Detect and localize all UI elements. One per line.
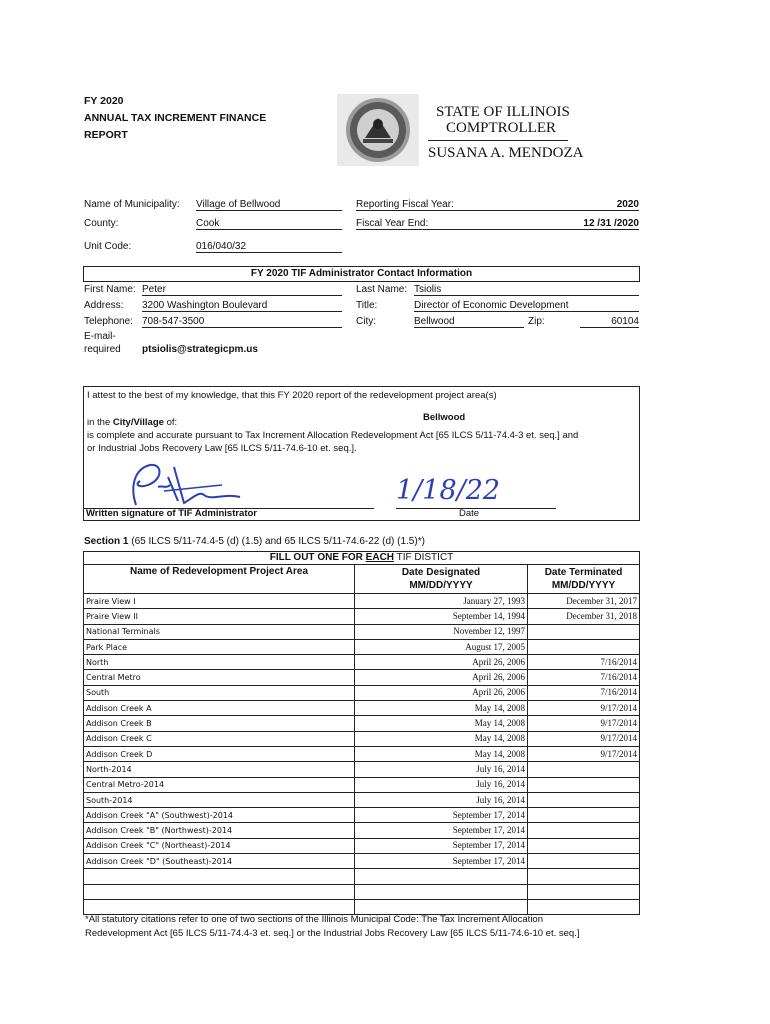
fill-out-heading: FILL OUT ONE FOR EACH TIF DISTICT xyxy=(84,552,640,565)
attest-line2 xyxy=(87,417,177,428)
telephone-value: 708-547-3500 xyxy=(142,316,342,328)
row-designated-cell: July 16, 2014 xyxy=(355,792,528,807)
row-designated-cell: May 14, 2008 xyxy=(355,716,528,731)
attest-line3: is complete and accurate pursuant to Tax Increment Allocation Redevelopment Act [65 ILCS 5/11-74.4-3 et. seq.] and xyxy=(87,430,579,441)
first-name-value: Peter xyxy=(142,284,342,296)
first-name-label: First Name: xyxy=(84,284,136,295)
administrator-signature xyxy=(104,455,274,511)
row-designated-cell: September 17, 2014 xyxy=(355,854,528,869)
telephone-label: Telephone: xyxy=(84,316,133,327)
unit-code-label: Unit Code: xyxy=(84,241,132,252)
row-designated-cell: September 17, 2014 xyxy=(355,823,528,838)
row-terminated-cell: 9/17/2014 xyxy=(528,701,640,716)
row-terminated-cell xyxy=(528,792,640,807)
fiscal-year-end-value: 12 /31 /2020 xyxy=(356,218,639,230)
row-designated-cell: May 14, 2008 xyxy=(355,731,528,746)
table-row xyxy=(84,854,640,869)
table-row xyxy=(84,808,640,823)
comptroller-heading xyxy=(436,104,570,136)
row-name-cell: South xyxy=(84,685,355,700)
table-row xyxy=(84,792,640,807)
email-label-line1: E-mail- xyxy=(84,331,116,342)
section-title-bold: Section 1 xyxy=(84,536,129,547)
row-terminated-cell: December 31, 2017 xyxy=(528,594,640,609)
row-name-cell: Praire View II xyxy=(84,609,355,624)
row-name-cell xyxy=(84,869,355,884)
section-title xyxy=(84,536,425,547)
email-label-line2: required xyxy=(84,344,121,355)
row-designated-cell: November 12, 1997 xyxy=(355,624,528,639)
attest-line2-suffix: of: xyxy=(163,417,178,428)
attest-line2-bold: City/Village xyxy=(112,417,164,428)
row-name-cell: Addison Creek "D" (Southeast)-2014 xyxy=(84,854,355,869)
row-terminated-cell xyxy=(528,884,640,899)
table-row xyxy=(84,655,640,670)
report-title xyxy=(84,93,266,144)
table-row xyxy=(84,685,640,700)
municipality-value: Village of Bellwood xyxy=(196,199,342,211)
title-value: Director of Economic Development xyxy=(414,300,639,312)
table-row xyxy=(84,838,640,853)
city-label: City: xyxy=(356,316,376,327)
table-row xyxy=(84,670,640,685)
row-terminated-cell xyxy=(528,869,640,884)
fiscal-year-end-label: Fiscal Year End: xyxy=(356,218,429,229)
fiscal-year-value: 2020 xyxy=(356,199,639,211)
row-name-cell: Central Metro xyxy=(84,670,355,685)
signature-label: Written signature of TIF Administrator xyxy=(86,508,258,519)
municipality-label: Name of Municipality: xyxy=(84,199,180,210)
attest-line4: or Industrial Jobs Recovery Law [65 ILCS 5/11-74.6-10 et. seq.]. xyxy=(87,443,357,454)
title-label: Title: xyxy=(356,300,378,311)
row-terminated-cell xyxy=(528,639,640,654)
row-designated-cell: July 16, 2014 xyxy=(355,762,528,777)
table-row xyxy=(84,731,640,746)
footnote xyxy=(85,913,645,941)
col-header-name: Name of Redevelopment Project Area xyxy=(84,565,355,594)
last-name-label: Last Name: xyxy=(356,284,408,295)
table-row xyxy=(84,746,640,761)
row-terminated-cell xyxy=(528,838,640,853)
zip-value: 60104 xyxy=(580,316,639,328)
row-terminated-cell: December 31, 2018 xyxy=(528,609,640,624)
row-designated-cell xyxy=(355,884,528,899)
handwritten-date: 1/18/22 xyxy=(396,475,501,506)
row-name-cell: Praire View I xyxy=(84,594,355,609)
row-designated-cell: September 17, 2014 xyxy=(355,808,528,823)
row-name-cell: Addison Creek B xyxy=(84,716,355,731)
zip-label: Zip: xyxy=(528,316,545,327)
table-row xyxy=(84,701,640,716)
col-header-terminated: Date Terminated MM/DD/YYYY xyxy=(528,565,640,594)
row-name-cell: Central Metro-2014 xyxy=(84,777,355,792)
report-title-line1: FY 2020 xyxy=(84,95,124,107)
row-terminated-cell: 9/17/2014 xyxy=(528,746,640,761)
row-terminated-cell xyxy=(528,854,640,869)
row-designated-cell: August 17, 2005 xyxy=(355,639,528,654)
fill-out-row xyxy=(84,552,640,565)
row-terminated-cell: 9/17/2014 xyxy=(528,731,640,746)
row-designated-cell: April 26, 2006 xyxy=(355,670,528,685)
fiscal-year-label: Reporting Fiscal Year: xyxy=(356,199,454,210)
state-line2: COMPTROLLER xyxy=(446,120,557,136)
col-header-designated: Date Designated MM/DD/YYYY xyxy=(355,565,528,594)
row-terminated-cell xyxy=(528,624,640,639)
attest-city: Bellwood xyxy=(423,412,466,423)
row-terminated-cell xyxy=(528,823,640,838)
comptroller-name: SUSANA A. MENDOZA xyxy=(428,145,584,161)
row-terminated-cell xyxy=(528,808,640,823)
row-designated-cell: May 14, 2008 xyxy=(355,746,528,761)
table-row xyxy=(84,594,640,609)
county-value: Cook xyxy=(196,218,342,230)
table-row xyxy=(84,869,640,884)
row-designated-cell: July 16, 2014 xyxy=(355,777,528,792)
footnote-line1: *All statutory citations refer to one of two sections of the Illinois Municipal Code: The Tax Increment Allocation xyxy=(85,914,543,925)
city-value: Bellwood xyxy=(414,316,524,328)
attestation-box xyxy=(83,386,640,521)
tif-district-table xyxy=(83,551,639,915)
row-designated-cell: April 26, 2006 xyxy=(355,655,528,670)
table-row xyxy=(84,823,640,838)
table-header-row xyxy=(84,565,640,594)
row-designated-cell: September 14, 1994 xyxy=(355,609,528,624)
unit-code-value: 016/040/32 xyxy=(196,241,342,253)
row-designated-cell: January 27, 1993 xyxy=(355,594,528,609)
row-name-cell xyxy=(84,884,355,899)
row-name-cell: National Terminals xyxy=(84,624,355,639)
date-label: Date xyxy=(459,508,480,519)
table-row xyxy=(84,624,640,639)
contact-section-title: FY 2020 TIF Administrator Contact Information xyxy=(83,266,640,282)
heading-divider xyxy=(428,140,568,141)
row-name-cell: Addison Creek D xyxy=(84,746,355,761)
address-value: 3200 Washington Boulevard xyxy=(142,300,342,312)
last-name-value: Tsiolis xyxy=(414,284,639,296)
row-designated-cell: September 17, 2014 xyxy=(355,838,528,853)
row-name-cell: Addison Creek "A" (Southwest)-2014 xyxy=(84,808,355,823)
footnote-line2: Redevelopment Act [65 ILCS 5/11-74.4-3 et. seq.] or the Industrial Jobs Recovery Law [65 ILCS 5/11-74.6-10 et. seq.] xyxy=(85,928,580,939)
row-designated-cell: May 14, 2008 xyxy=(355,701,528,716)
row-name-cell: Park Place xyxy=(84,639,355,654)
row-name-cell: North xyxy=(84,655,355,670)
row-terminated-cell xyxy=(528,762,640,777)
section-title-rest: (65 ILCS 5/11-74.4-5 (d) (1.5) and 65 ILCS 5/11-74.6-22 (d) (1.5)*) xyxy=(128,536,425,547)
row-name-cell: South-2014 xyxy=(84,792,355,807)
table-row xyxy=(84,609,640,624)
row-terminated-cell: 9/17/2014 xyxy=(528,716,640,731)
row-name-cell: Addison Creek A xyxy=(84,701,355,716)
table-row xyxy=(84,762,640,777)
table-row xyxy=(84,639,640,654)
row-name-cell: Addison Creek "C" (Northeast)-2014 xyxy=(84,838,355,853)
row-name-cell: Addison Creek C xyxy=(84,731,355,746)
row-terminated-cell xyxy=(528,777,640,792)
row-terminated-cell: 7/16/2014 xyxy=(528,685,640,700)
table-row xyxy=(84,884,640,899)
report-title-line3: REPORT xyxy=(84,129,128,141)
state-seal-logo xyxy=(337,94,419,166)
email-value: ptsiolis@strategicpm.us xyxy=(142,344,258,355)
row-terminated-cell: 7/16/2014 xyxy=(528,670,640,685)
row-name-cell: North-2014 xyxy=(84,762,355,777)
row-designated-cell xyxy=(355,869,528,884)
address-label: Address: xyxy=(84,300,124,311)
row-name-cell: Addison Creek "B" (Northwest)-2014 xyxy=(84,823,355,838)
attest-line1: I attest to the best of my knowledge, that this FY 2020 report of the redevelopment project area(s) xyxy=(87,390,497,401)
county-label: County: xyxy=(84,218,119,229)
row-terminated-cell: 7/16/2014 xyxy=(528,655,640,670)
attest-line2-prefix: in the xyxy=(87,417,113,428)
table-row xyxy=(84,777,640,792)
row-designated-cell: April 26, 2006 xyxy=(355,685,528,700)
state-line1: STATE OF ILLINOIS xyxy=(436,104,570,120)
report-title-line2: ANNUAL TAX INCREMENT FINANCE xyxy=(84,112,267,124)
table-row xyxy=(84,716,640,731)
